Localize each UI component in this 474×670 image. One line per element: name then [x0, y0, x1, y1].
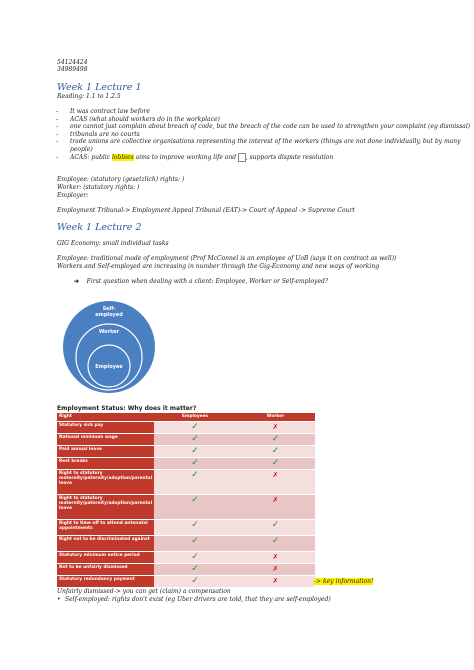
worker-label: Worker — [98, 329, 120, 335]
table-title: Employment Status: Why does it matter? — [57, 405, 197, 412]
table-row: Statutory sick pay ✓ ✗ — [57, 421, 315, 433]
header-right: Right — [57, 413, 154, 421]
table-row: Not to be unfairly dismissed ✓ ✗ — [57, 563, 315, 575]
selection-box — [238, 153, 246, 162]
student-id-1: 54124424 — [57, 59, 88, 66]
cross-icon: ✗ — [272, 564, 279, 573]
table-header-row — [57, 413, 315, 421]
table-row: Statutory redundancy payment ✓ ✗ — [57, 575, 315, 587]
check-icon: ✓ — [191, 457, 199, 468]
heading-week1-lecture1: Week 1 Lecture 1 — [57, 82, 142, 93]
gig-line: GIG Economy: small individual tasks — [57, 240, 169, 247]
check-icon: ✓ — [191, 551, 199, 562]
employee-label: Employee — [95, 364, 123, 370]
cross-icon: ✗ — [272, 552, 279, 561]
table-row: Rest breaks ✓ ✓ — [57, 457, 315, 469]
employer-line: Employer: — [57, 192, 89, 199]
key-information-note: -> key information! — [314, 578, 374, 585]
table-row: Right to statutory maternity/paternity/adoption/parental leave ✓ ✗ — [57, 469, 315, 494]
check-icon: ✓ — [191, 535, 199, 546]
table-row: Right to time off to attend antenatal appointments ✓ ✓ — [57, 519, 315, 535]
cross-icon: ✗ — [272, 495, 279, 504]
check-icon: ✓ — [191, 563, 199, 574]
check-icon: ✓ — [191, 519, 199, 530]
employment-status-diagram — [62, 300, 156, 394]
unfair-dismissal-line: Unfairly dismissed-> you can get (claim) a compensation — [57, 588, 231, 595]
arrow-right-icon: ➔ — [74, 278, 80, 285]
employee-paragraph: Employee: traditional mode of employment (Prof McConnel is an employee of UoB (says it on contract as well)) — [57, 255, 397, 262]
check-icon: ✓ — [271, 433, 280, 444]
student-id-2: 34989498 — [57, 66, 88, 73]
check-icon: ✓ — [191, 494, 199, 505]
heading-week1-lecture2: Week 1 Lecture 2 — [57, 222, 142, 233]
check-icon: ✓ — [191, 575, 199, 586]
self-employed-label-1: Self- — [102, 306, 116, 312]
first-question-item: ➔ First question when dealing with a client: Employee, Worker or Self-employed? — [74, 278, 329, 285]
check-icon: ✓ — [271, 519, 280, 530]
check-icon: ✓ — [191, 433, 199, 444]
cross-icon: ✗ — [272, 576, 279, 585]
check-icon: ✓ — [191, 445, 199, 456]
cross-icon: ✗ — [272, 422, 279, 431]
worker-line: Worker: (statutory rights: ) — [57, 184, 140, 191]
check-icon: ✓ — [191, 469, 199, 480]
reading-line: Reading: 1.1 to 1.2.5 — [57, 93, 121, 100]
check-icon: ✓ — [271, 445, 280, 456]
check-icon: ✓ — [191, 421, 199, 432]
highlighted-word: lobbies — [111, 153, 134, 161]
self-employed-label-2: employed — [95, 312, 123, 318]
courts-hierarchy: Employment Tribunal-> Employment Appeal Tribunal (EAT)-> Court of Appeal -> Supreme Court — [57, 207, 355, 214]
table-row: National minimum wage ✓ ✓ — [57, 433, 315, 445]
rights-table — [57, 413, 315, 588]
table-row: Right to statutory maternity/paternity/adoption/parental leave ✓ ✗ — [57, 494, 315, 519]
table-row: Right not to be discriminated against ✓ ✓ — [57, 535, 315, 551]
cross-icon: ✗ — [272, 470, 279, 479]
check-icon: ✓ — [271, 457, 280, 468]
table-row: Paid annual leave ✓ ✓ — [57, 445, 315, 457]
table-row: Statutory minimum notice period ✓ ✗ — [57, 551, 315, 563]
header-worker: Worker — [236, 413, 315, 421]
header-employees: Employees — [154, 413, 236, 421]
workers-paragraph: Workers and Self-employed are increasing in number through the Gig-Economy and new ways of working — [57, 263, 380, 270]
check-icon: ✓ — [271, 535, 280, 546]
employee-line: Employee: (statutory (gesetzlich) rights: ) — [57, 176, 185, 183]
